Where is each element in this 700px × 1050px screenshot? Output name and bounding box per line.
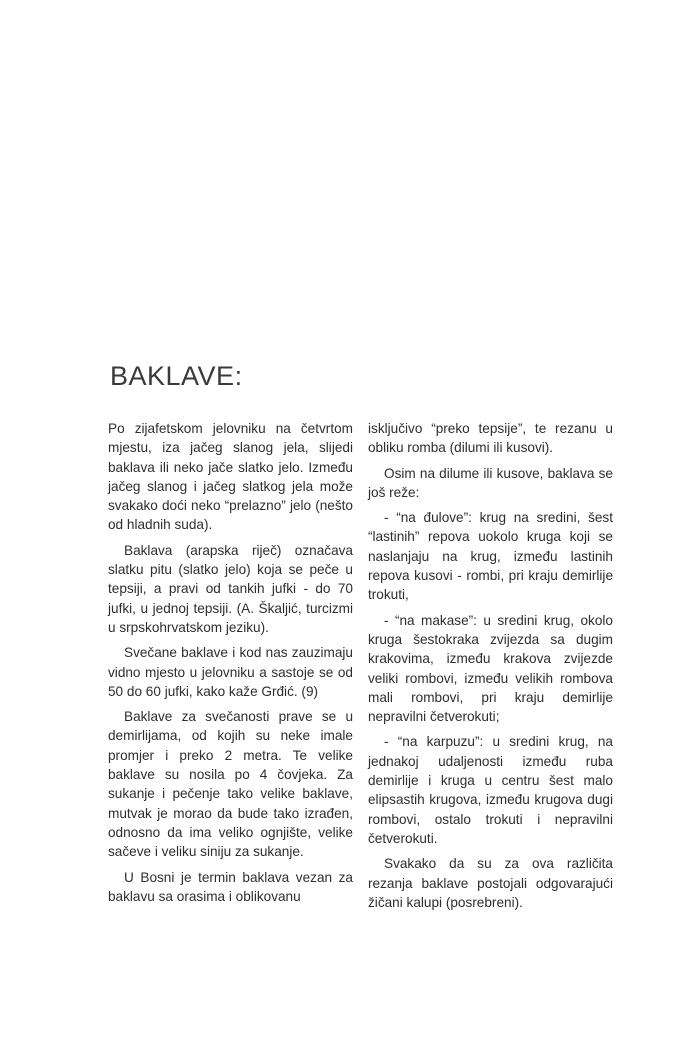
page-title: BAKLAVE: xyxy=(110,361,243,391)
paragraph-continuation: isključivo “preko tepsije”, te rezanu u obliku romba (dilumi ili kusovi). xyxy=(368,421,613,456)
paragraph-cutting: Osim na dilume ili kusove, baklava se još reže: xyxy=(368,465,613,500)
list-item-dulove: - “na đulove”: krug na sredini, šest “lastinih” repova uokolo kruga koji se naslanjaju na krug, između lastinih repova kusovi - rombi, pri kraju demirlije trokuti, xyxy=(368,510,613,603)
paragraph-molds: Svakako da su za ova različita rezanja baklave postojali odgovarajući žičani kalupi (posrebreni). xyxy=(368,856,613,910)
list-item-karpuzu: - “na karpuzu”: u sredini krug, na jednakoj udaljenosti između ruba demirlije i kruga u centru šest malo elipsastih krugova, između krugova dugi rombovi, ostalo trokuti i nepravilni četverokuti. xyxy=(368,734,613,846)
right-column xyxy=(368,419,613,918)
paragraph-definition: Baklava (arapska riječ) označava slatku pitu (slatko jelo) koja se peče u tepsiji, a pravi od tankih jufki - do 70 jufki, u jednoj tepsiji. (A. Škaljić, turcizmi u srpskohrvatskom jeziku). xyxy=(108,542,353,635)
paragraph-intro: Po zijafetskom jelovniku na četvrtom mjestu, iza jačeg slanog jela, slijedi baklava ili neko jače slatko jelo. Između jačeg slanog i jačeg slatkog jela može svakako doći neko “prelazno” jelo (nešto od hladnih suda). xyxy=(108,421,353,533)
list-item-makase: - “na makase”: u sredini krug, okolo kruga šestokraka zvijezda sa dugim krakovima, između krakova zvijezde veliki rombovi, između velikih rombova mali rombovi, pri kraju demirlije nepravilni četverokuti; xyxy=(368,612,613,725)
paragraph-bosnia: U Bosni je termin baklava vezan za baklavu sa orasima i oblikovanu xyxy=(108,869,353,904)
left-column xyxy=(108,419,353,912)
paragraph-demirlije: Baklave za svečanosti prave se u demirlijama, od kojih su neke imale promjer i preko 2 metra. Te velike baklave su nosila po 4 čovjeka. Za sukanje i pečenje tako velike baklave, mutvak je morao da bude tako izrađen, odnosno da ima veliko ognjište, velike sačeve i veliku siniju za sukanje. xyxy=(108,709,353,860)
paragraph-festive: Svečane baklave i kod nas zauzimaju vidno mjesto u jelovniku a sastoje se od 50 do 60 jufki, kako kaže Grđić. (9) xyxy=(108,645,353,699)
